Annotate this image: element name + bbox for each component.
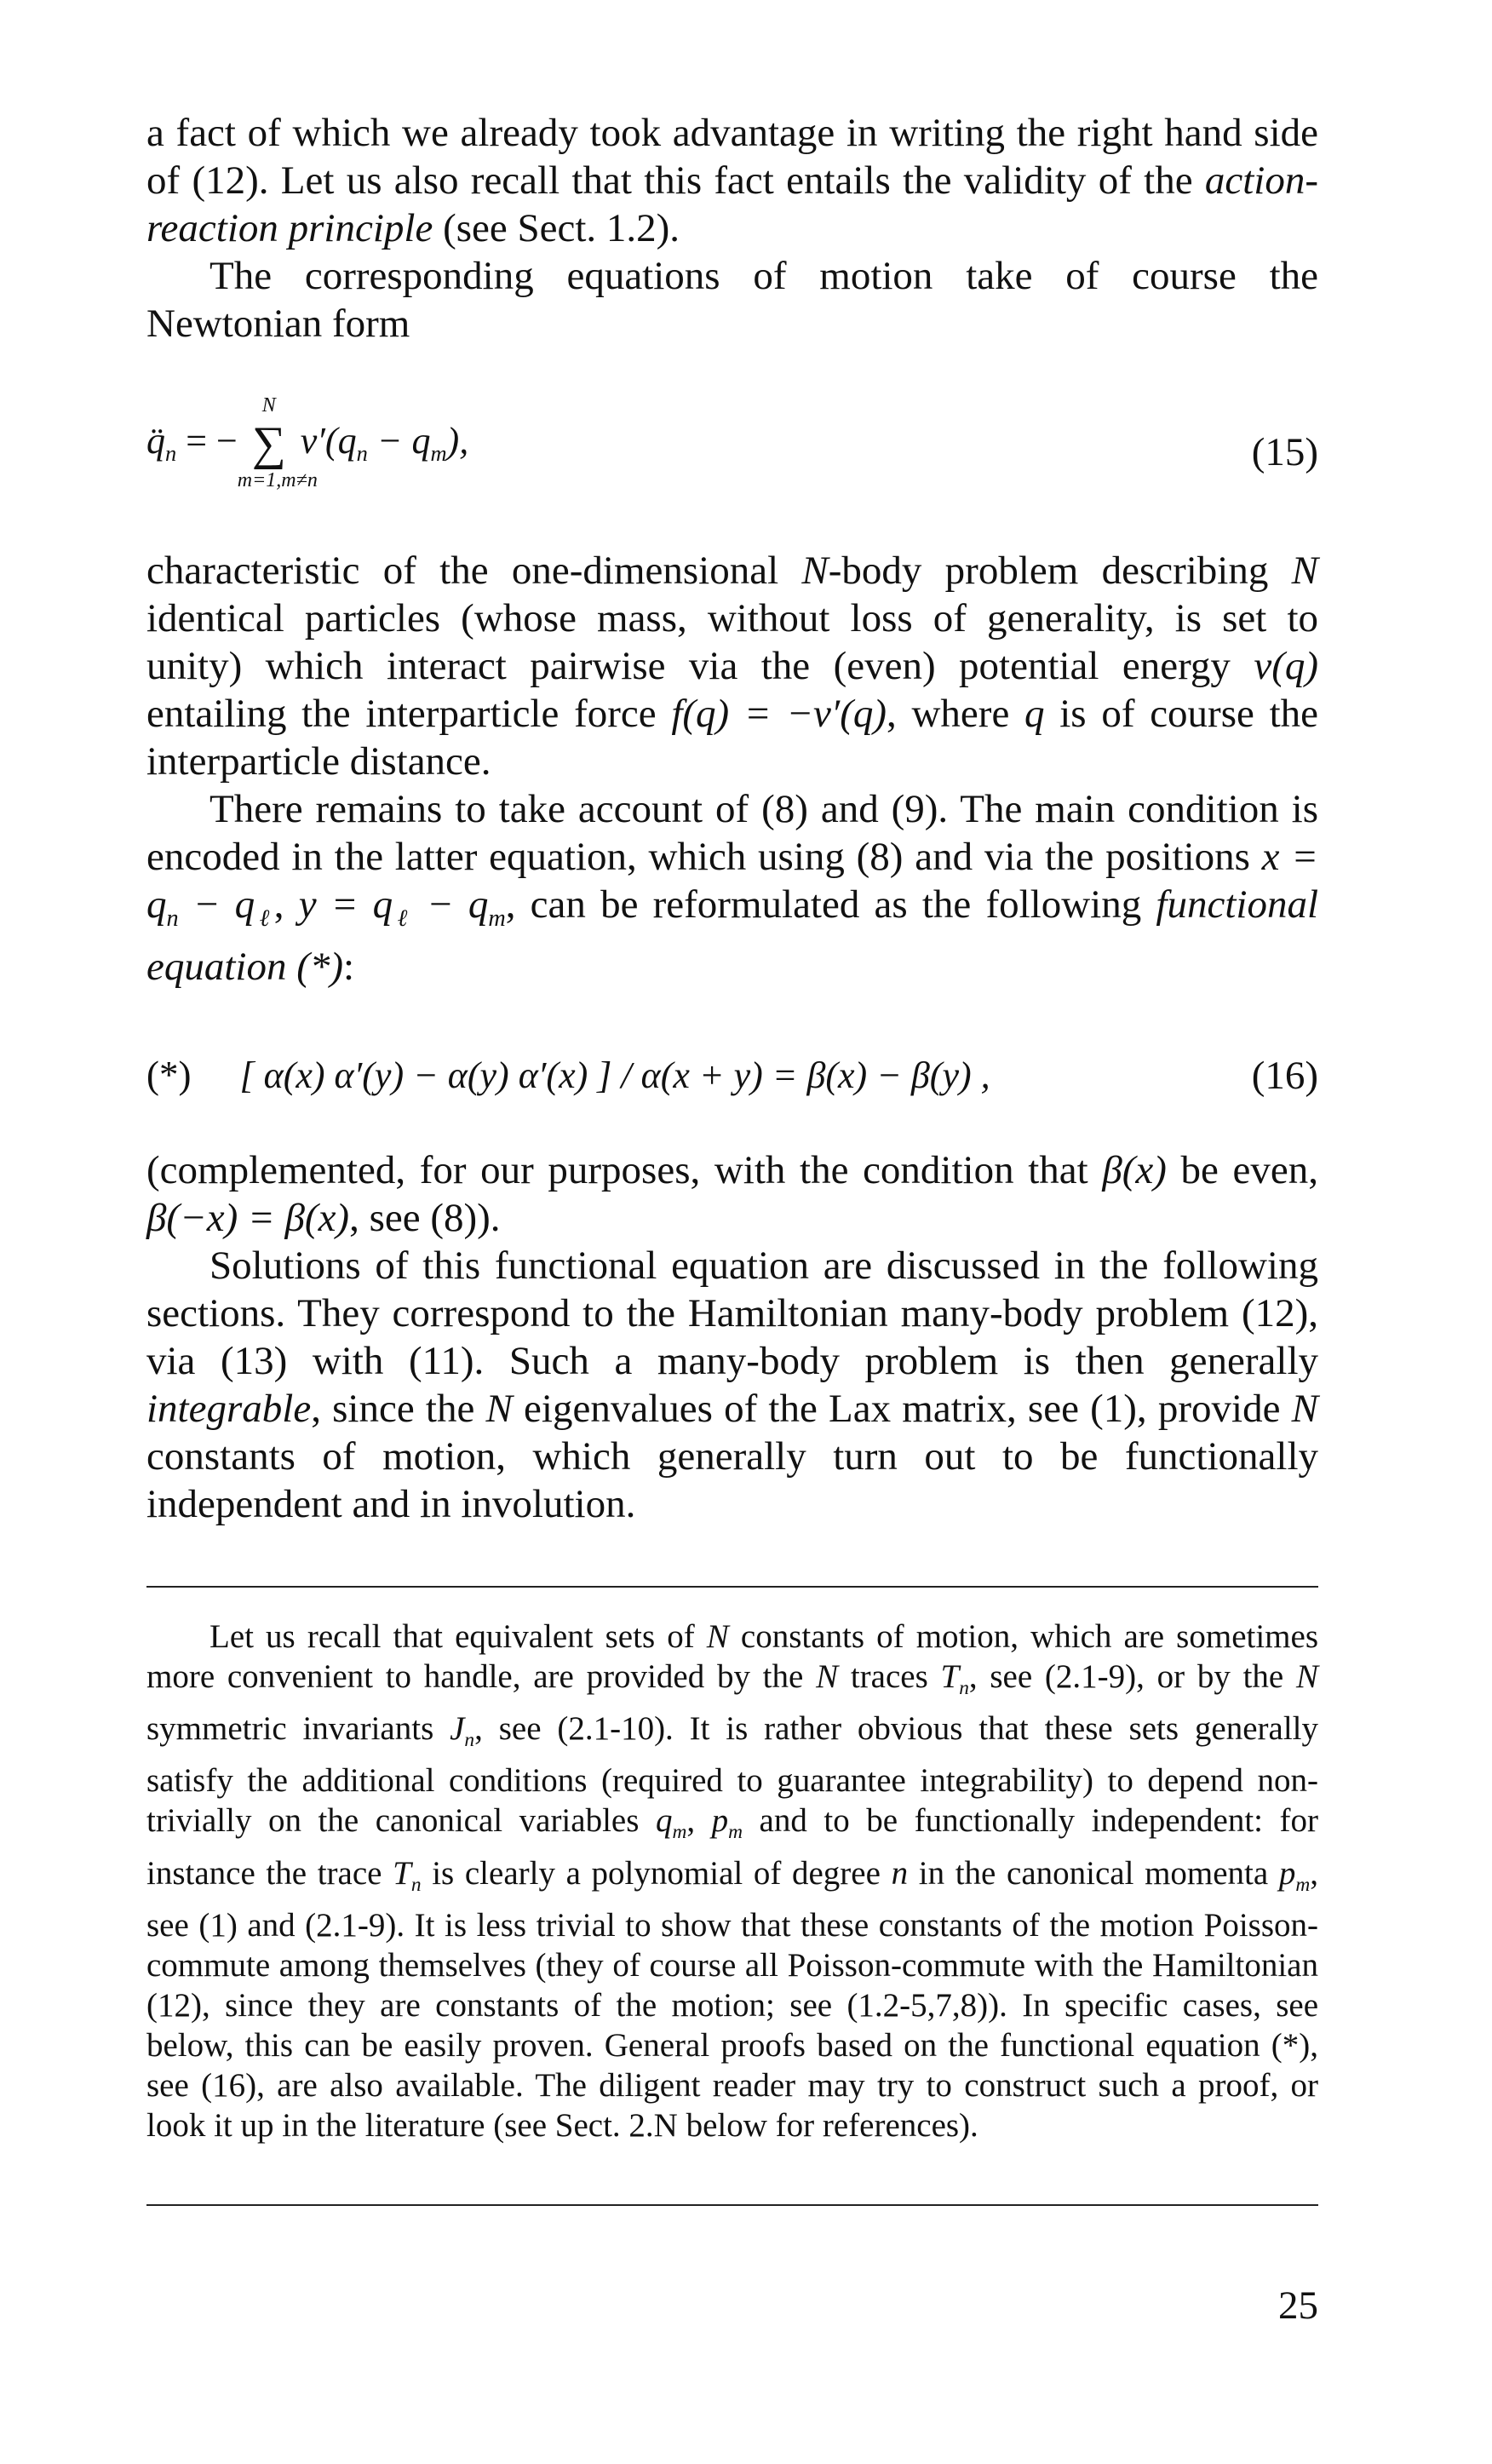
footnote xyxy=(146,1617,1318,2145)
summation-sign: N ∑ m=1,m≠n xyxy=(237,394,318,492)
italic-term: action-reaction principle xyxy=(146,158,1318,250)
body-text-bottom xyxy=(146,1146,1318,1528)
equation-15 xyxy=(146,394,1318,504)
footnote-rule-bottom xyxy=(146,2204,1318,2206)
equation-16-label: (*) xyxy=(146,1054,192,1096)
equation-number: (16) xyxy=(1251,1054,1318,1098)
footnote-text: Let us recall that equivalent sets of N constants of motion, which are sometimes more convenient to handle, are provided by the N traces $T_n$, see (2.1-9), or by the N symmetric invariants $J_n$, see (2.1-10). It is rather obvious that these sets generally satisfy the additional conditions (required to guarantee integrability) to depend non-trivially on the canonical variables $q_m$, $p_m$ and to be functionally independent: for instance the trace $T_n$ is clearly a polynomial of degree n in the canonical momenta $p_m$, see (1) and (2.1-9). It is less trivial to show that these constants of the motion Poisson-commute among themselves (they of course all Poisson-commute with the Hamiltonian (12), since they are constants of the motion; see (1.2-5,7,8)). In specific cases, see below, this can be easily proven. General proofs based on the functional equation (*), see (16), are also available. The diligent reader may try to construct such a proof, or look it up in the literature (see Sect. 2.N below for references). xyxy=(146,1618,1319,2144)
paragraph-2: The corresponding equations of motion take of course the Newtonian form xyxy=(146,254,1318,346)
body-text-middle xyxy=(146,547,1318,991)
paragraph-1: a fact of which we already took advantage in writing the right hand side of (12). Let us also recall that this fact entails the validity of the action-reaction principle (see Sect. 1.2). xyxy=(146,111,1318,250)
paragraph-3: characteristic of the one-dimensional N-body problem describing N identical particles (whose mass, without loss of generality, is set to unity) which interact pairwise via the (even) potential energy v(q) entailing the interparticle force f(q) = −v′(q), where q is of course the interparticle distance. xyxy=(146,549,1318,784)
equation-15-body: $q̈_n$ = − N ∑ m=1,m≠n $v'(q_n - q_m)$, xyxy=(146,394,469,492)
equation-number: (15) xyxy=(1251,430,1318,474)
equation-16-body: [ α(x) α′(y) − α(y) α′(x) ] / α(x + y) = β(x) − β(y) , xyxy=(239,1054,990,1096)
footnote-rule-top xyxy=(146,1586,1318,1588)
body-text-top xyxy=(146,109,1318,347)
page-number: 25 xyxy=(1278,2283,1318,2328)
paragraph-6: Solutions of this functional equation are discussed in the following sections. They correspond to the Hamiltonian many-body problem (12), via (13) with (11). Such a many-body problem is then generally integrable, since the N eigenvalues of the Lax matrix, see (1), provide N constants of motion, which generally turn out to be functionally independent and in involution. xyxy=(146,1243,1318,1526)
paragraph-5: (complemented, for our purposes, with the condition that β(x) be even, β(−x) = β(x), see (8)). xyxy=(146,1148,1318,1240)
paragraph-4: There remains to take account of (8) and (9). The main condition is encoded in the latter equation, which using (8) and via the positions $x = q_n - q_\ell$, $y = q_\ell - q_m$, can be reformulated as the following functional equation (*): xyxy=(146,787,1319,989)
equation-16 xyxy=(146,1053,1318,1104)
